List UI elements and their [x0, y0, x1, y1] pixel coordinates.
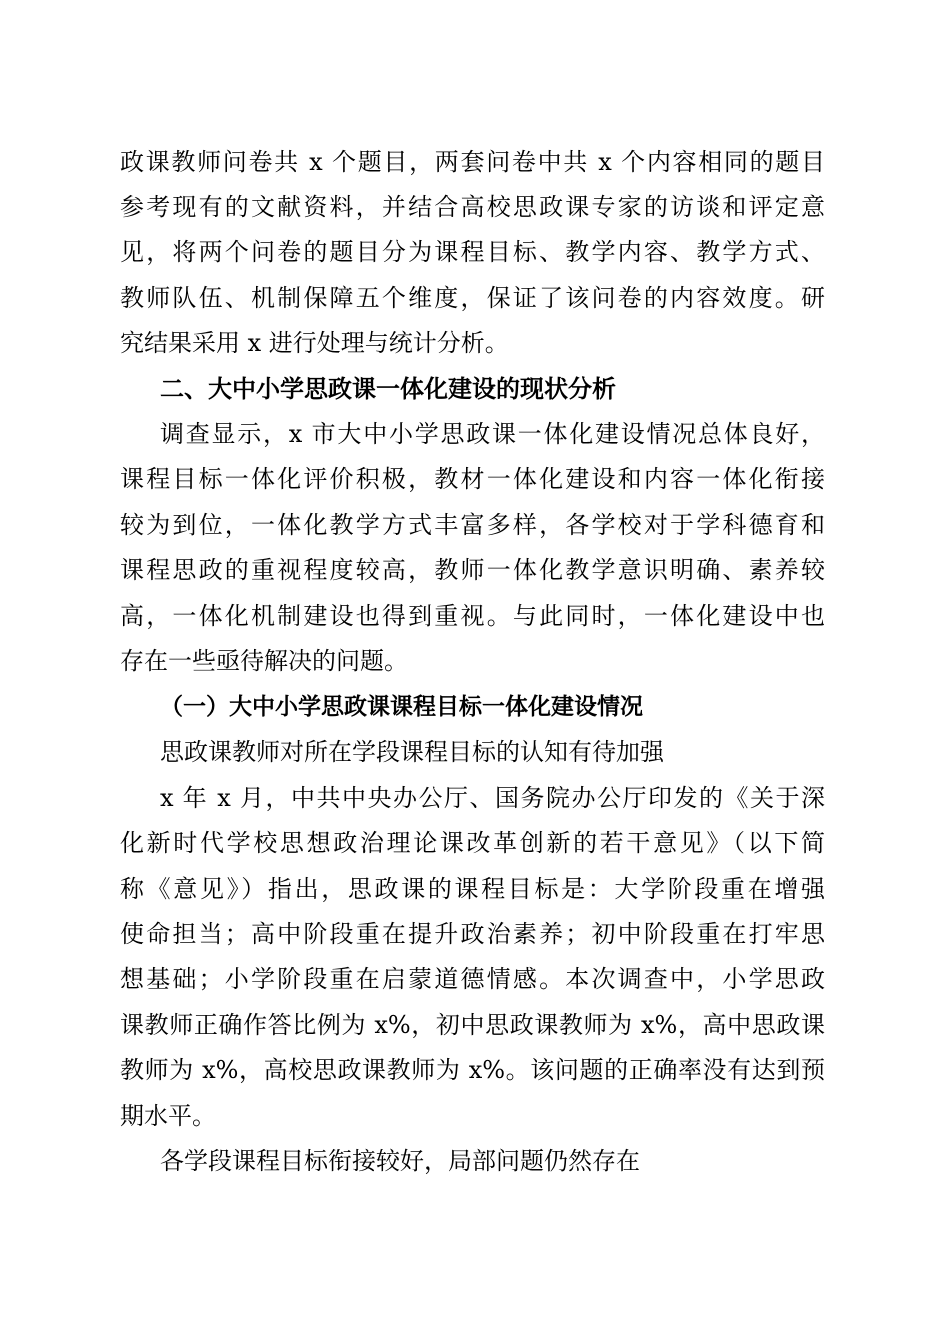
paragraph-survey-line: 存在一些亟待解决的问题。 [120, 647, 408, 675]
paragraph-methods-line: 究结果采用 x 进行处理与统计分析。 [120, 329, 509, 357]
subheading-goals-awareness: 思政课教师对所在学段课程目标的认知有待加强 [160, 738, 664, 766]
subsection-heading: （一）大中小学思政课课程目标一体化建设情况 [160, 694, 643, 720]
paragraph-goals-line: 使命担当；高中阶段重在提升政治素养；初中阶段重在打牢思 [120, 920, 825, 948]
paragraph-survey-line: 课程目标一体化评价积极，教材一体化建设和内容一体化衔接 [120, 465, 825, 493]
paragraph-survey-line: 课程思政的重视程度较高，教师一体化教学意识明确、素养较 [120, 556, 825, 584]
paragraph-methods-line: 参考现有的文献资料，并结合高校思政课专家的访谈和评定意 [120, 193, 825, 221]
paragraph-goals-line: 教师为 x%，高校思政课教师为 x%。该问题的正确率没有达到预 [120, 1056, 825, 1084]
paragraph-methods-line: 教师队伍、机制保障五个维度，保证了该问卷的内容效度。研 [120, 284, 825, 312]
paragraph-methods-line: 见，将两个问卷的题目分为课程目标、教学内容、教学方式、 [120, 238, 825, 266]
paragraph-goals-line: 期水平。 [120, 1102, 216, 1130]
paragraph-goals-line: 想基础；小学阶段重在启蒙道德情感。本次调查中，小学思政 [120, 965, 825, 993]
paragraph-methods-line: 政课教师问卷共 x 个题目，两套问卷中共 x 个内容相同的题目 [120, 148, 825, 176]
paragraph-goals-line: 称《意见》）指出，思政课的课程目标是：大学阶段重在增强 [120, 875, 825, 903]
paragraph-goals-line: 化新时代学校思想政治理论课改革创新的若干意见》（以下简 [120, 829, 825, 857]
paragraph-survey-line: 调查显示，x 市大中小学思政课一体化建设情况总体良好， [160, 420, 825, 448]
paragraph-goals-line: x 年 x 月，中共中央办公厅、国务院办公厅印发的《关于深 [160, 784, 825, 812]
paragraph-survey-line: 高，一体化机制建设也得到重视。与此同时，一体化建设中也 [120, 602, 825, 630]
paragraph-survey-line: 较为到位，一体化教学方式丰富多样，各学校对于学科德育和 [120, 511, 825, 539]
section-heading: 二、大中小学思政课一体化建设的现状分析 [160, 375, 616, 403]
subheading-goals-connection: 各学段课程目标衔接较好，局部问题仍然存在 [160, 1147, 640, 1175]
paragraph-goals-line: 课教师正确作答比例为 x%，初中思政课教师为 x%，高中思政课 [120, 1011, 825, 1039]
